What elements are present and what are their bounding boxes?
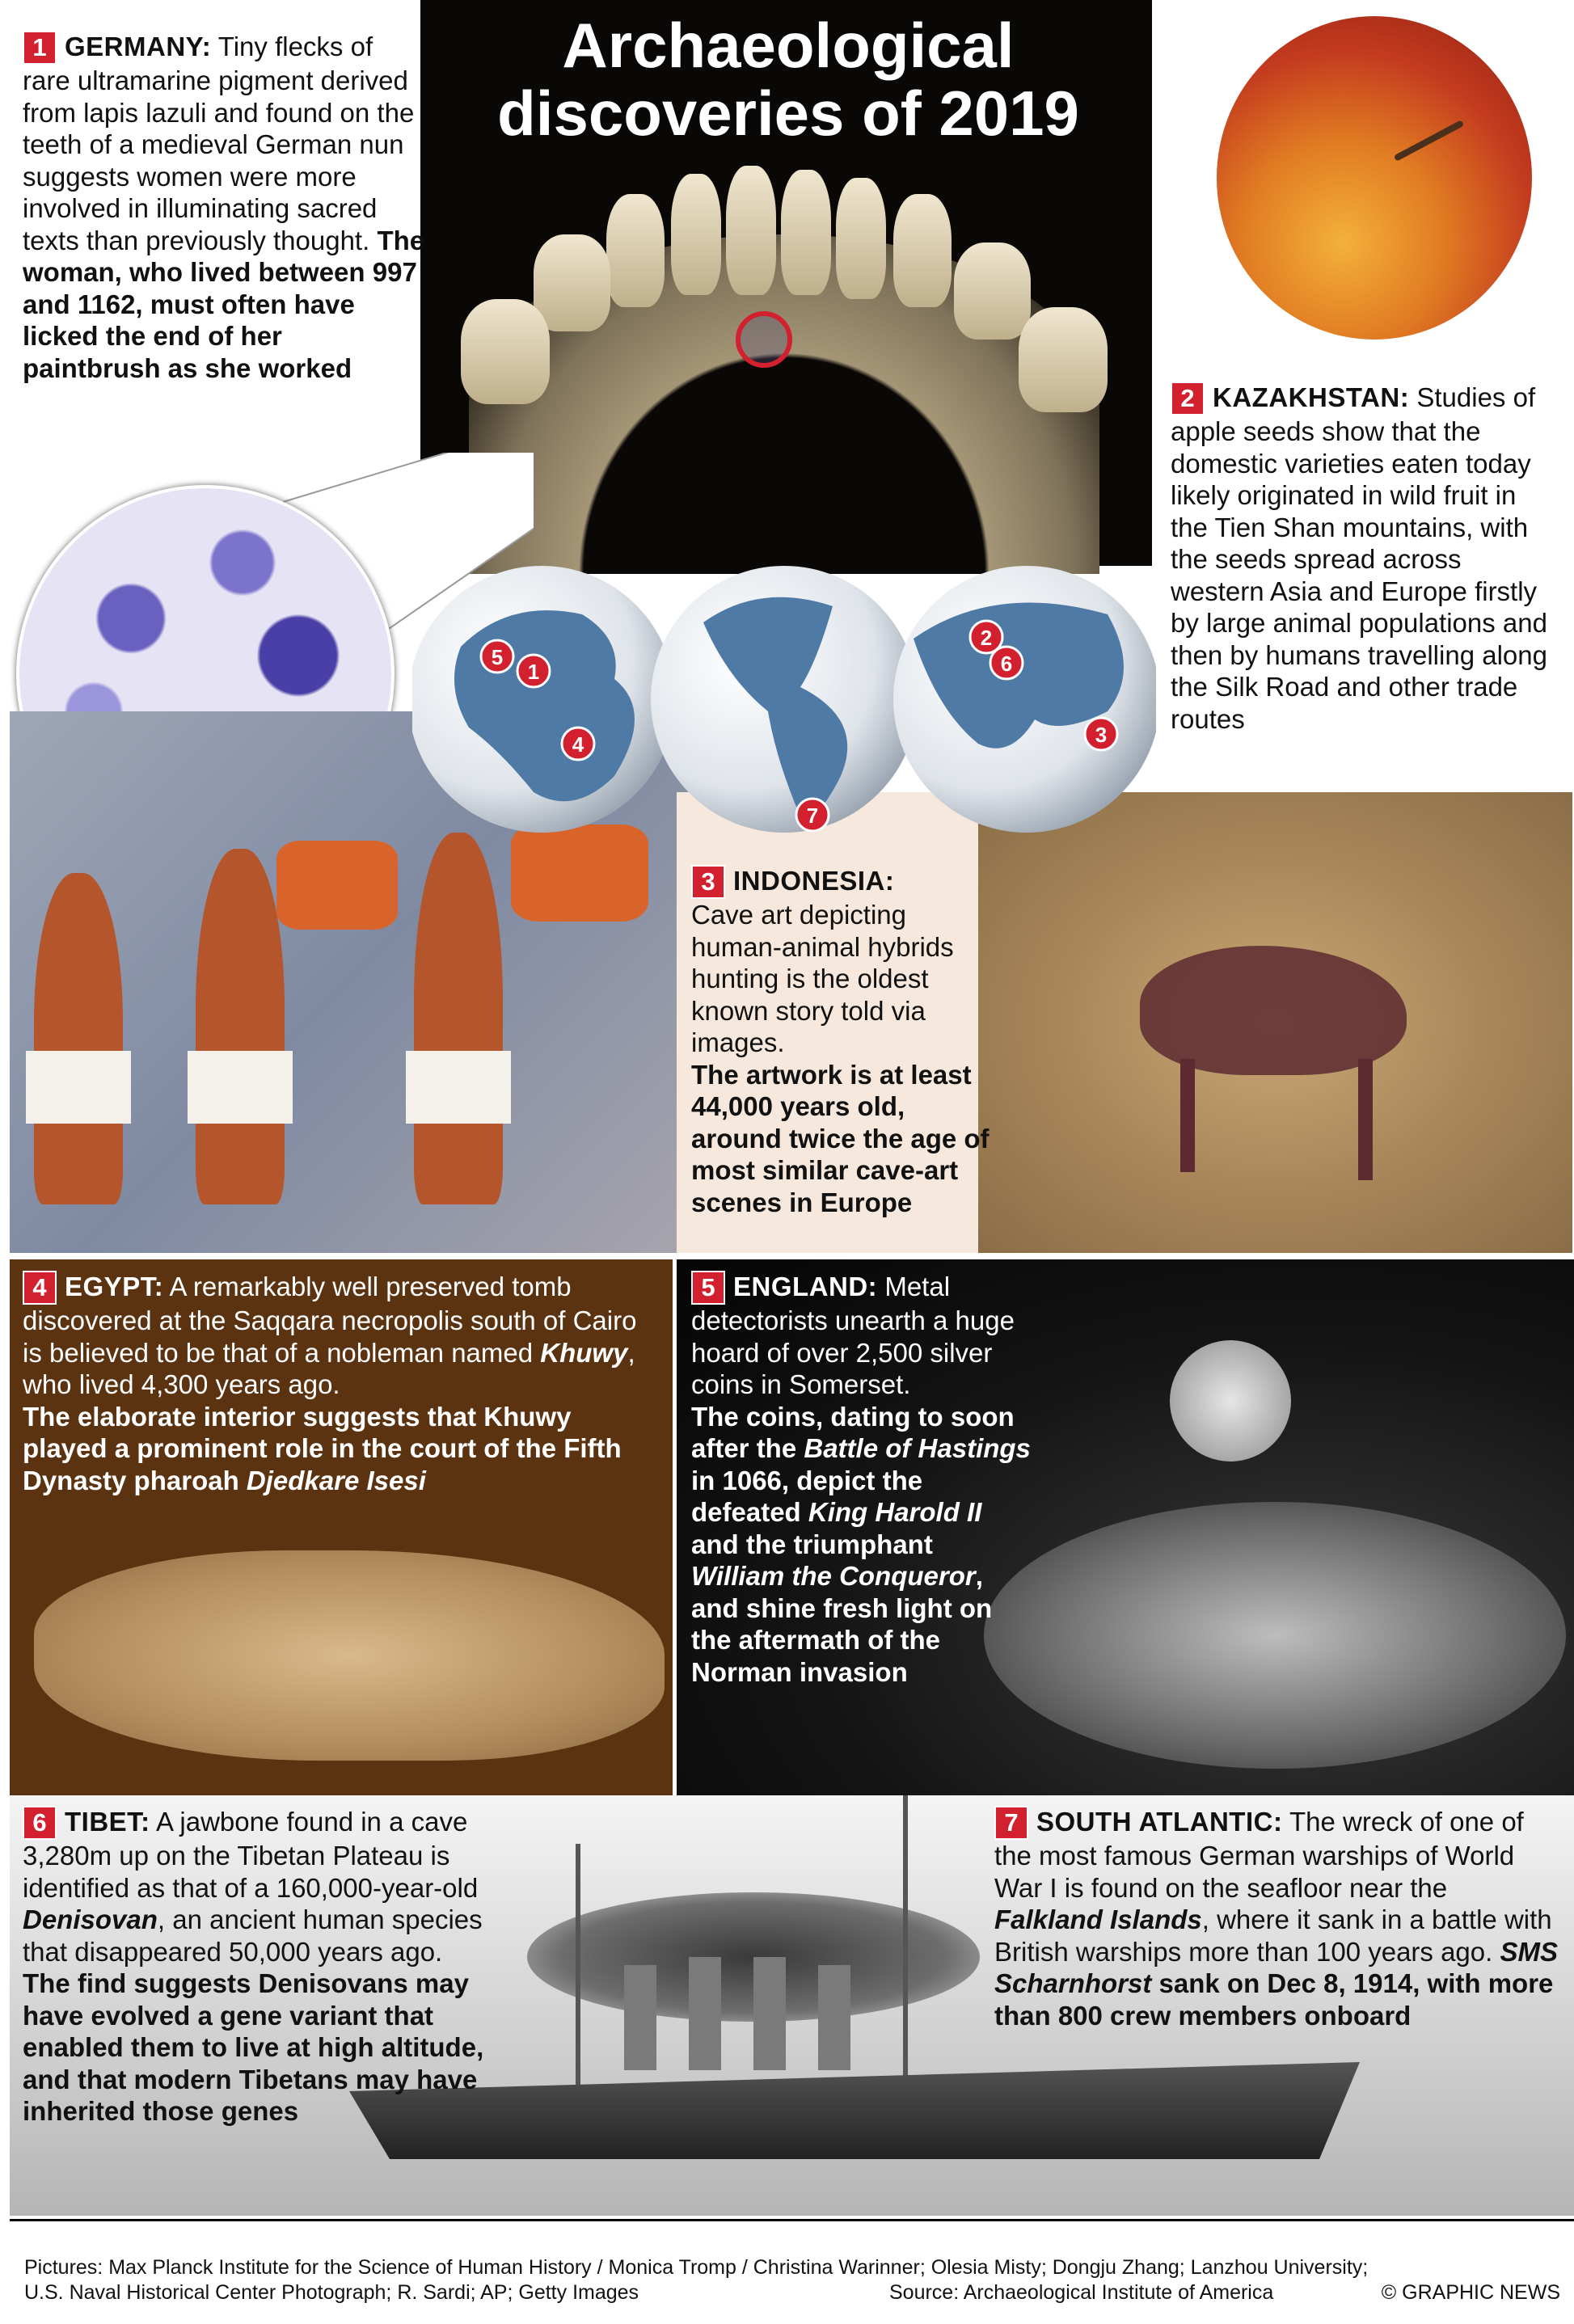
section-name: Khuwy bbox=[540, 1337, 628, 1368]
tooth bbox=[1019, 307, 1108, 412]
section-number: 5 bbox=[691, 1271, 725, 1305]
marker-label: 6 bbox=[1000, 652, 1013, 676]
section-bold-text: , and shine fresh light on the aftermath of the Norman invasion bbox=[691, 1561, 993, 1687]
section-bold-text: The artwork is at least 44,000 years old, around twice the age of most similar cave-art scenes in Europe bbox=[691, 1059, 990, 1217]
marker-6 bbox=[990, 647, 1023, 679]
section-place: INDONESIA: bbox=[733, 866, 895, 896]
section-text: Metal detectorists unearth a huge hoard of over 2,500 silver coins in Somerset. bbox=[691, 1272, 1015, 1399]
marker-3 bbox=[1085, 718, 1117, 750]
cave-animal-leg bbox=[1180, 1059, 1195, 1172]
marker-label: 4 bbox=[572, 732, 584, 757]
section-number: 3 bbox=[691, 865, 725, 899]
section-germany bbox=[23, 31, 427, 384]
marker-1 bbox=[517, 655, 550, 687]
funnel bbox=[689, 1957, 721, 2070]
figure bbox=[196, 849, 285, 1204]
section-number: 7 bbox=[994, 1806, 1028, 1840]
coin-pile bbox=[984, 1502, 1566, 1769]
mast bbox=[576, 1844, 580, 2086]
marker-4 bbox=[562, 728, 594, 760]
tooth bbox=[954, 243, 1031, 340]
section-text: , an ancient human species that disappeared 50,000 years ago. bbox=[23, 1904, 483, 1967]
kilt bbox=[188, 1051, 293, 1124]
section-bold-italic: King Harold II bbox=[808, 1497, 982, 1527]
section-place: SOUTH ATLANTIC: bbox=[1036, 1807, 1283, 1837]
marker-7 bbox=[796, 799, 829, 831]
tooth bbox=[726, 166, 776, 295]
section-text: A jawbone found in a cave 3,280m up on the Tibetan Plateau is identified as that of a 160,000-year-old bbox=[23, 1807, 479, 1903]
jawbone-photo bbox=[34, 1550, 665, 1761]
section-bold-text: sank on Dec 8, 1914, with more than 800 crew members onboard bbox=[994, 1968, 1554, 2031]
pigment-circle-marker bbox=[736, 311, 792, 368]
apple-stem bbox=[1394, 120, 1465, 162]
section-place: ENGLAND: bbox=[733, 1272, 878, 1301]
cave-animal bbox=[1140, 946, 1407, 1075]
tooth bbox=[606, 194, 665, 307]
cave-art-photo bbox=[978, 792, 1572, 1253]
tooth bbox=[893, 194, 952, 307]
marker-5 bbox=[481, 640, 513, 673]
section-bold-italic: Falkland Islands bbox=[994, 1904, 1202, 1934]
mast bbox=[903, 1795, 908, 2086]
section-place: GERMANY: bbox=[65, 32, 212, 61]
section-text: Tiny flecks of rare ultramarine pigment derived from lapis lazuli and found on the teeth of a medieval German nun suggests women were more involved in illuminating sacred texts than previously thought. bbox=[23, 32, 415, 255]
picture-credits-line1: Pictures: Max Planck Institute for the Science of Human History / Monica Tromp / Christina Warinner; Olesia Misty; Dongju Zhang; Lanzhou University; bbox=[24, 2256, 1369, 2279]
section-bold-text: The woman, who lived between 997 and 1162, must often have licked the end of her paintbrush as she worked bbox=[23, 225, 425, 383]
offering bbox=[276, 841, 398, 930]
graphic-news-credit: © GRAPHIC NEWS bbox=[1381, 2281, 1560, 2304]
section-place: KAZAKHSTAN: bbox=[1213, 382, 1410, 412]
section-bold-text: in 1066, depict the defeated bbox=[691, 1465, 923, 1527]
section-tibet bbox=[23, 1806, 500, 2128]
figure bbox=[414, 833, 503, 1204]
section-text: , where it sank in a battle with British warships more than 100 years ago. bbox=[994, 1904, 1552, 1967]
section-number: 1 bbox=[23, 31, 57, 65]
section-bold-italic: William the Conqueror bbox=[691, 1561, 976, 1591]
picture-credits-line2: U.S. Naval Historical Center Photograph; R. Sardi; AP; Getty Images bbox=[24, 2281, 639, 2304]
section-number: 2 bbox=[1171, 382, 1205, 415]
section-kazakhstan bbox=[1171, 382, 1559, 735]
tooth bbox=[781, 170, 831, 295]
section-bold-text: and the triumphant bbox=[691, 1529, 933, 1559]
marker-label: 3 bbox=[1095, 723, 1108, 747]
page-title: Archaeological discoveries of 2019 bbox=[497, 10, 1079, 149]
section-bold-italic: Djedkare Isesi bbox=[246, 1465, 426, 1495]
tooth bbox=[671, 174, 721, 295]
section-bold-text: The coins, dating to soon after the bbox=[691, 1401, 1015, 1463]
coin bbox=[1170, 1340, 1291, 1461]
section-number: 4 bbox=[23, 1271, 57, 1305]
footer-rule bbox=[10, 2219, 1574, 2221]
section-indonesia bbox=[691, 865, 990, 1218]
section-place: EGYPT: bbox=[65, 1272, 164, 1301]
kilt bbox=[26, 1051, 131, 1124]
section-bold-italic: Denisovan bbox=[23, 1904, 158, 1934]
tooth bbox=[461, 299, 550, 404]
marker-label: 1 bbox=[527, 660, 540, 684]
section-bold-text: The find suggests Denisovans may have evolved a gene variant that enabled them to live at high altitude, and that modern Tibetans may have inherited those genes bbox=[23, 1968, 484, 2126]
figure bbox=[34, 873, 123, 1204]
funnel bbox=[818, 1965, 850, 2070]
section-egypt bbox=[23, 1271, 661, 1496]
section-south-atlantic bbox=[994, 1806, 1560, 2031]
section-text: Studies of apple seeds show that the domestic varieties eaten today likely originated in wild fruit in the Tien Shan mountains, with the seeds spread across western Asia and Europe firstly by large animal populations and then by humans travelling along the Silk Road and other trade routes bbox=[1171, 382, 1547, 734]
hull bbox=[349, 2062, 1360, 2159]
cave-animal-leg bbox=[1358, 1059, 1373, 1180]
section-england bbox=[691, 1271, 1031, 1688]
section-text: , who lived 4,300 years ago. bbox=[23, 1337, 635, 1399]
section-bold-text: The elaborate interior suggests that Khuwy played a prominent role in the court of the Fifth Dynasty pharoah bbox=[23, 1401, 622, 1495]
globes-locator-map bbox=[412, 550, 1156, 849]
apple-photo bbox=[1217, 16, 1532, 340]
section-number: 6 bbox=[23, 1806, 57, 1840]
funnel bbox=[753, 1957, 786, 2070]
funnel bbox=[624, 1965, 656, 2070]
section-text: Cave art depicting human-animal hybrids hunting is the oldest known story told via images. bbox=[691, 900, 954, 1057]
tooth bbox=[534, 234, 610, 331]
section-bold-italic: SMS Scharnhorst bbox=[994, 1936, 1558, 1998]
section-bold-italic: Battle of Hastings bbox=[804, 1433, 1031, 1463]
marker-label: 2 bbox=[980, 626, 993, 650]
marker-label: 7 bbox=[806, 803, 819, 828]
kilt bbox=[406, 1051, 511, 1124]
marker-label: 5 bbox=[491, 645, 504, 669]
section-text: The wreck of one of the most famous German warships of World War I is found on the seafloor near the bbox=[994, 1807, 1524, 1903]
source-credit: Source: Archaeological Institute of America bbox=[889, 2281, 1274, 2304]
tooth bbox=[836, 178, 886, 299]
footer bbox=[24, 2255, 1560, 2305]
section-text: A remarkably well preserved tomb discovered at the Saqqara necropolis south of Cairo is believed to be that of a nobleman named bbox=[23, 1272, 637, 1368]
section-place: TIBET: bbox=[65, 1807, 150, 1837]
